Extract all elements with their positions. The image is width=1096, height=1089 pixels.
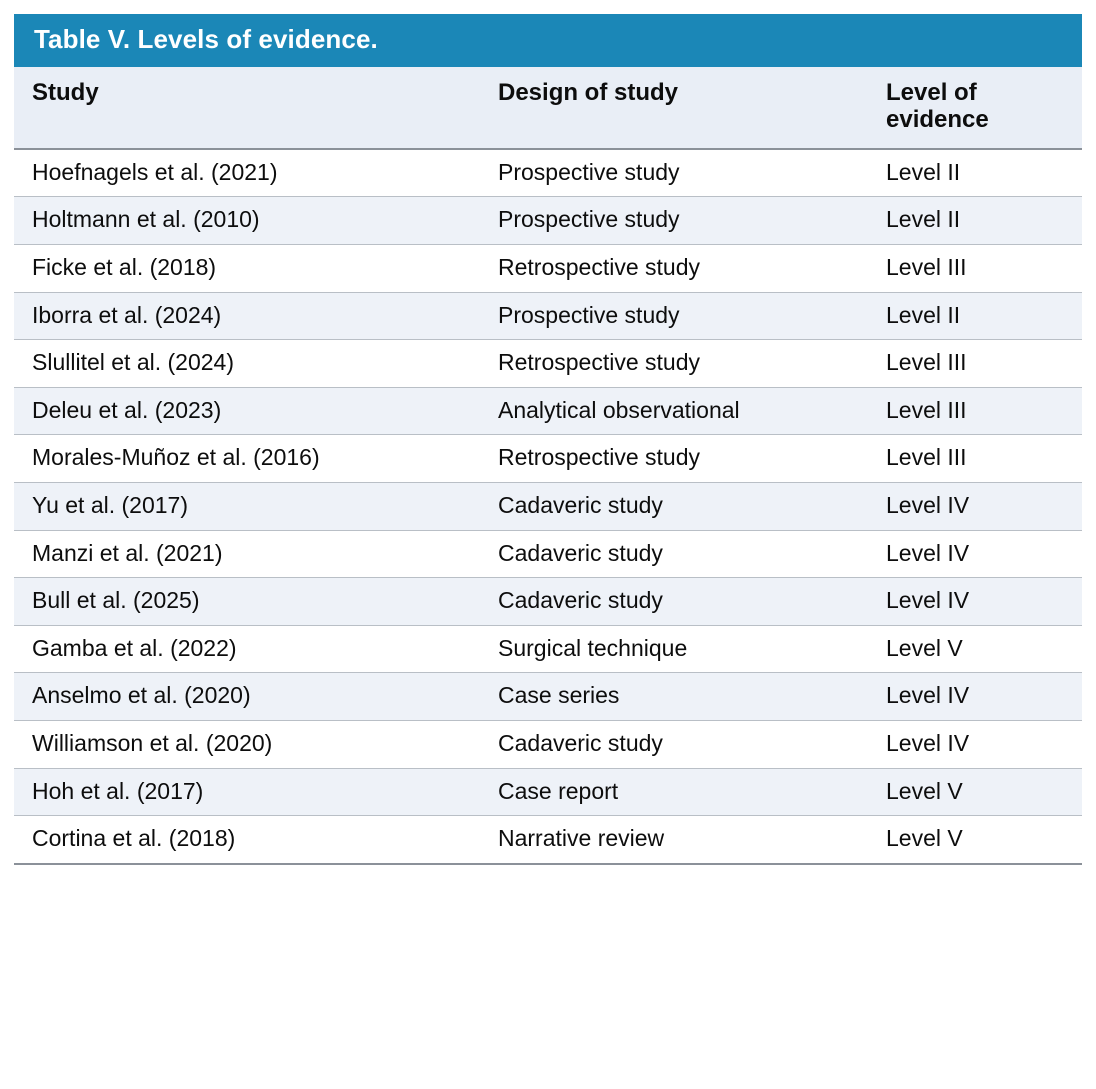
cell-study: Hoh et al. (2017) [14, 768, 480, 816]
cell-design: Surgical technique [480, 625, 868, 673]
cell-study: Anselmo et al. (2020) [14, 673, 480, 721]
cell-level: Level IV [868, 673, 1082, 721]
table-row [14, 625, 1082, 673]
table-row [14, 197, 1082, 245]
table-row [14, 768, 1082, 816]
column-header-level-line1: Level of [886, 78, 977, 106]
cell-study: Yu et al. (2017) [14, 482, 480, 530]
cell-level: Level III [868, 340, 1082, 388]
cell-level: Level II [868, 197, 1082, 245]
table-title: Table V. Levels of evidence. [14, 14, 1082, 67]
column-header-design: Design of study [480, 67, 868, 149]
cell-study: Bull et al. (2025) [14, 578, 480, 626]
cell-design: Analytical observational [480, 387, 868, 435]
cell-level: Level III [868, 435, 1082, 483]
table-row [14, 482, 1082, 530]
cell-design: Cadaveric study [480, 578, 868, 626]
cell-level: Level IV [868, 482, 1082, 530]
cell-level: Level III [868, 387, 1082, 435]
cell-design: Retrospective study [480, 244, 868, 292]
cell-design: Cadaveric study [480, 482, 868, 530]
cell-design: Cadaveric study [480, 720, 868, 768]
table-row [14, 387, 1082, 435]
cell-study: Manzi et al. (2021) [14, 530, 480, 578]
cell-design: Case report [480, 768, 868, 816]
table-row [14, 292, 1082, 340]
cell-study: Gamba et al. (2022) [14, 625, 480, 673]
table-row [14, 816, 1082, 864]
cell-study: Ficke et al. (2018) [14, 244, 480, 292]
table-bottom-spacer [14, 864, 1082, 887]
column-header-level-line2: evidence [886, 106, 989, 134]
cell-study: Slullitel et al. (2024) [14, 340, 480, 388]
table-row [14, 244, 1082, 292]
cell-design: Prospective study [480, 149, 868, 197]
cell-study: Hoefnagels et al. (2021) [14, 149, 480, 197]
cell-level: Level V [868, 816, 1082, 864]
cell-level: Level IV [868, 720, 1082, 768]
table-row [14, 673, 1082, 721]
cell-design: Case series [480, 673, 868, 721]
cell-design: Cadaveric study [480, 530, 868, 578]
cell-study: Williamson et al. (2020) [14, 720, 480, 768]
table-row [14, 149, 1082, 197]
cell-level: Level V [868, 625, 1082, 673]
cell-design: Retrospective study [480, 340, 868, 388]
cell-study: Holtmann et al. (2010) [14, 197, 480, 245]
table-row [14, 530, 1082, 578]
cell-design: Narrative review [480, 816, 868, 864]
cell-study: Deleu et al. (2023) [14, 387, 480, 435]
table-header-row [14, 67, 1082, 149]
table-row [14, 720, 1082, 768]
cell-design: Retrospective study [480, 435, 868, 483]
cell-design: Prospective study [480, 292, 868, 340]
cell-level: Level V [868, 768, 1082, 816]
cell-study: Iborra et al. (2024) [14, 292, 480, 340]
cell-study: Cortina et al. (2018) [14, 816, 480, 864]
cell-level: Level III [868, 244, 1082, 292]
cell-level: Level IV [868, 530, 1082, 578]
column-header-level-of-evidence [868, 67, 1082, 149]
column-header-study: Study [14, 67, 480, 149]
cell-design: Prospective study [480, 197, 868, 245]
table-row [14, 435, 1082, 483]
table-row [14, 578, 1082, 626]
cell-level: Level II [868, 149, 1082, 197]
table-title-row [14, 14, 1082, 67]
levels-of-evidence-table [14, 14, 1082, 887]
cell-level: Level II [868, 292, 1082, 340]
cell-level: Level IV [868, 578, 1082, 626]
cell-study: Morales-Muñoz et al. (2016) [14, 435, 480, 483]
table-row [14, 340, 1082, 388]
